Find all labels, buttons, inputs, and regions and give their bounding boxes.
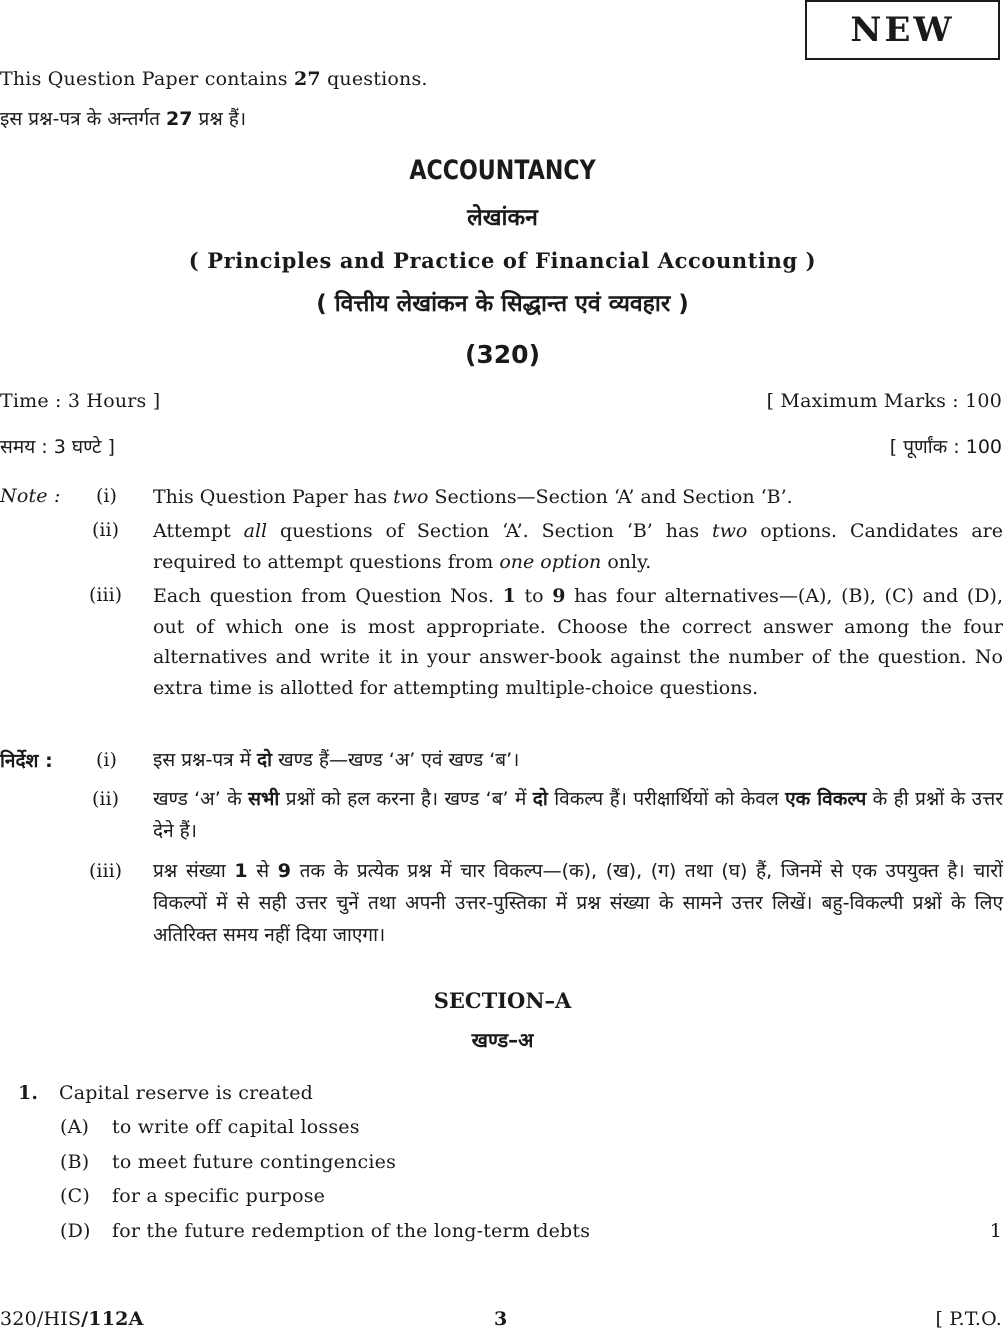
question-text: Capital reserve is created bbox=[59, 1082, 314, 1104]
footer-code-text: 320/HIS bbox=[0, 1308, 82, 1330]
note-item-num: (ii) bbox=[92, 519, 119, 541]
note-text: only. bbox=[601, 550, 652, 573]
question-count: 27 bbox=[166, 108, 193, 130]
option-label: (C) bbox=[60, 1185, 90, 1207]
note-label: Note : bbox=[0, 485, 61, 507]
page-number: 3 bbox=[494, 1308, 508, 1330]
time-hi: समय : 3 घण्टे ] bbox=[0, 436, 115, 458]
nirdesh-text: खण्ड ‘अ’ के bbox=[153, 788, 249, 810]
time-en: Time : 3 Hours ] bbox=[0, 390, 161, 412]
subject-title-en: ACCOUNTANCY bbox=[409, 155, 596, 186]
nirdesh-bold: 1 bbox=[234, 860, 248, 882]
nirdesh-item-num: (ii) bbox=[92, 788, 119, 810]
option-text: for the future redemption of the long-term debts bbox=[112, 1220, 591, 1242]
nirdesh-item-num: (iii) bbox=[89, 860, 123, 882]
note-item-2 bbox=[153, 516, 1003, 577]
section-title-hi: खण्ड–अ bbox=[471, 1028, 534, 1052]
nirdesh-item-num: (i) bbox=[96, 749, 117, 771]
nirdesh-text: प्रश्नों को हल करना है। खण्ड ‘ब’ में bbox=[279, 788, 533, 810]
nirdesh-item-3 bbox=[153, 855, 1003, 951]
note-text: has four alternatives—(A), (B), (C) and (D), out of which one is most appropriate. Choose the correct answer among the four alternatives and write it in your answer-book against the number of the question. No extra time is allotted for attempting multiple-choice questions. bbox=[153, 585, 1003, 699]
footer-code-bold: /112A bbox=[81, 1308, 144, 1330]
intro-text: इस प्रश्न-पत्र के अन्तर्गत bbox=[0, 108, 167, 130]
note-text: Attempt bbox=[153, 520, 244, 542]
nirdesh-item-1 bbox=[153, 744, 1003, 776]
paper-code: (320) bbox=[464, 340, 541, 369]
nirdesh-text: तक के प्रत्येक प्रश्न में चार विकल्प—(क), (ख), (ग) तथा (घ) हैं, जिनमें से एक उपयुक्त है। चारों विकल्पों में से सही उत्तर चुनें तथा अपनी उत्तर-पुस्तिका में प्रश्न संख्या के सामने उत्तर लिखें। बहु-विकल्पी प्रश्नों के लिए अतिरिक्त समय नहीं दिया जाएगा। bbox=[153, 860, 1003, 946]
nirdesh-bold: एक विकल्प bbox=[785, 788, 867, 810]
question-count: 27 bbox=[293, 68, 321, 90]
footer-code bbox=[0, 1308, 144, 1330]
note-item-3 bbox=[153, 581, 1003, 703]
nirdesh-bold: दो bbox=[257, 749, 273, 771]
note-text: options. Candidates are required to attempt questions from bbox=[153, 520, 1003, 573]
nirdesh-text: से bbox=[247, 860, 278, 882]
note-emphasis: all bbox=[243, 520, 268, 542]
question-count-en bbox=[0, 68, 428, 90]
note-text: Each question from Question Nos. bbox=[153, 585, 503, 607]
nirdesh-text: विकल्प हैं। परीक्षार्थियों को केवल bbox=[547, 788, 786, 810]
note-emphasis: two bbox=[393, 486, 429, 508]
nirdesh-text: प्रश्न संख्या bbox=[153, 860, 235, 882]
note-bold: 9 bbox=[552, 585, 566, 607]
intro-text: questions. bbox=[320, 68, 428, 90]
new-badge: NEW bbox=[805, 0, 1000, 60]
nirdesh-text: के ही प्रश्नों के उत्तर देने हैं। bbox=[153, 788, 1003, 842]
max-marks-en: [ Maximum Marks : 100 bbox=[766, 390, 1002, 412]
note-text: questions of Section ‘A’. Section ‘B’ has bbox=[267, 520, 712, 542]
nirdesh-bold: सभी bbox=[248, 788, 280, 810]
question-number: 1. bbox=[18, 1082, 39, 1104]
nirdesh-text: इस प्रश्न-पत्र में bbox=[153, 749, 258, 771]
note-text: to bbox=[515, 585, 553, 607]
option-label: (A) bbox=[60, 1116, 90, 1138]
option-text: to write off capital losses bbox=[112, 1116, 360, 1138]
max-marks-hi: [ पूर्णांक : 100 bbox=[889, 436, 1002, 458]
note-text: Sections—Section ‘A’ and Section ‘B’. bbox=[428, 486, 793, 508]
note-bold: 1 bbox=[502, 585, 516, 607]
nirdesh-bold: 9 bbox=[277, 860, 291, 882]
option-text: to meet future contingencies bbox=[112, 1151, 397, 1173]
nirdesh-label: निर्देश : bbox=[0, 750, 53, 772]
pto: [ P.T.O. bbox=[935, 1308, 1002, 1330]
note-item-1 bbox=[153, 482, 1003, 513]
section-title-en: SECTION–A bbox=[433, 988, 572, 1013]
question-marks: 1 bbox=[989, 1220, 1002, 1242]
intro-text: प्रश्न हैं। bbox=[192, 108, 247, 130]
subtitle-en: ( Principles and Practice of Financial Accounting ) bbox=[188, 248, 817, 273]
nirdesh-text: खण्ड हैं—खण्ड ‘अ’ एवं खण्ड ‘ब’। bbox=[272, 749, 520, 771]
option-text: for a specific purpose bbox=[112, 1185, 326, 1207]
note-emphasis: one option bbox=[499, 550, 602, 573]
note-emphasis: two bbox=[712, 520, 748, 542]
nirdesh-item-2 bbox=[153, 783, 1003, 847]
option-label: (B) bbox=[60, 1151, 90, 1173]
note-item-num: (iii) bbox=[89, 584, 123, 606]
note-text: This Question Paper has bbox=[153, 486, 394, 508]
option-label: (D) bbox=[60, 1220, 91, 1242]
nirdesh-bold: दो bbox=[532, 788, 548, 810]
question-count-hi bbox=[0, 105, 246, 131]
note-item-num: (i) bbox=[96, 485, 117, 507]
subtitle-hi: ( वित्तीय लेखांकन के सिद्धान्त एवं व्यवहार ) bbox=[316, 291, 689, 317]
intro-text: This Question Paper contains bbox=[0, 68, 294, 90]
subject-title-hi: लेखांकन bbox=[467, 205, 538, 231]
